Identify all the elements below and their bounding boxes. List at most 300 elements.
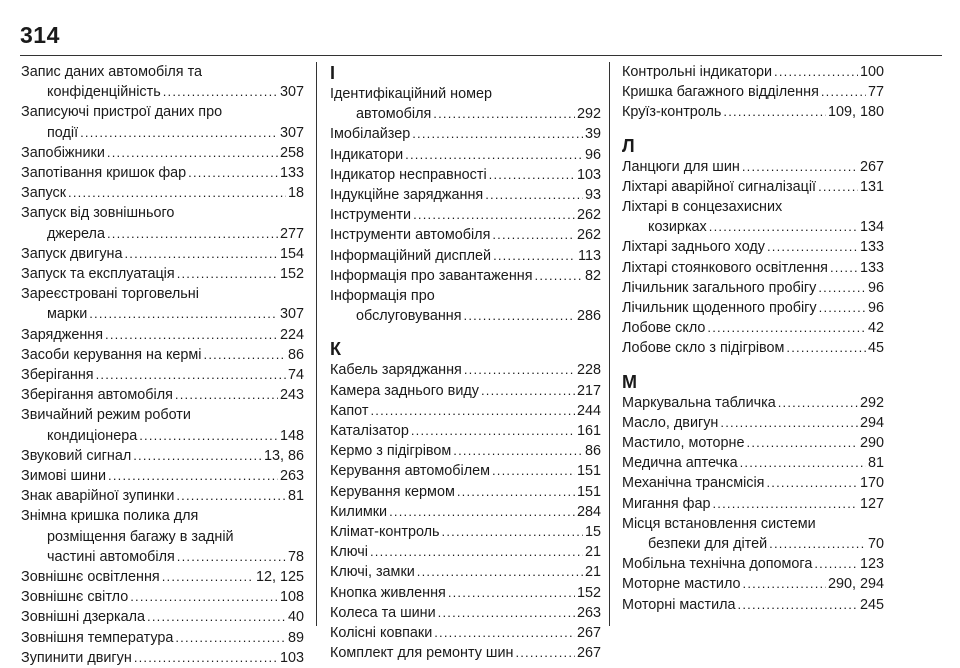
index-entry-line — [21, 486, 304, 506]
dot-leader — [814, 554, 858, 574]
index-entry — [21, 385, 304, 405]
dot-leader — [438, 603, 575, 623]
page-reference[interactable]: 70 — [867, 536, 884, 553]
page-reference[interactable]: 131 — [859, 178, 884, 195]
index-column-3 — [622, 62, 884, 615]
index-term: Мастило, моторне — [622, 435, 745, 452]
dot-leader — [818, 278, 866, 298]
index-term: Записуючі пристрої даних про — [21, 104, 223, 121]
index-term: Ключі, замки — [330, 564, 415, 581]
index-entry-line — [21, 183, 304, 203]
page-reference[interactable]: 45 — [867, 340, 884, 357]
index-term: Запис даних автомобіля та — [21, 64, 203, 80]
dot-leader — [720, 413, 858, 433]
page-reference[interactable]: 290 — [859, 435, 884, 452]
page-reference[interactable]: 286 — [576, 308, 601, 325]
dot-leader — [723, 102, 826, 122]
index-term: Механічна трансмісія — [622, 475, 765, 492]
index-term: Камера заднього виду — [330, 382, 479, 399]
page-reference[interactable]: 78 — [287, 548, 304, 565]
page-reference[interactable]: 123 — [859, 556, 884, 573]
index-entry-line — [622, 82, 884, 102]
page-reference[interactable]: 21 — [584, 544, 601, 561]
index-entry — [330, 246, 601, 266]
index-entry — [330, 286, 601, 326]
page-reference[interactable]: 292 — [859, 394, 884, 411]
index-term: Лобове скло — [622, 320, 706, 337]
index-entry-line — [622, 237, 884, 257]
index-entry-line — [21, 466, 304, 486]
index-entry — [21, 62, 304, 102]
page-reference[interactable]: 21 — [584, 564, 601, 581]
dot-leader — [492, 225, 575, 245]
page-reference[interactable]: 292 — [576, 106, 601, 123]
index-entry — [622, 473, 884, 493]
dot-leader — [778, 393, 858, 413]
dot-leader — [433, 104, 575, 124]
index-term: Зареєстровані торговельні — [21, 286, 199, 303]
index-entry-line — [21, 527, 304, 547]
index-entry — [21, 466, 304, 486]
index-entry — [330, 542, 601, 562]
index-entry-line — [21, 203, 304, 223]
page-reference[interactable]: 294 — [859, 414, 884, 431]
index-term: Масло, двигун — [622, 414, 719, 431]
dot-leader — [738, 595, 858, 615]
index-entry-line — [330, 583, 601, 603]
page-number: 314 — [20, 22, 60, 48]
page-reference[interactable]: 154 — [279, 245, 304, 262]
index-entry — [622, 278, 884, 298]
index-entry — [330, 502, 601, 522]
index-entry-line — [21, 264, 304, 284]
index-entry-line — [21, 284, 304, 304]
index-entry-line — [330, 124, 601, 144]
index-entry-line — [21, 426, 304, 446]
index-entry-line — [21, 244, 304, 264]
dot-leader — [133, 446, 262, 466]
page-reference[interactable]: 42 — [867, 320, 884, 337]
page-reference[interactable]: 77 — [867, 84, 884, 101]
dot-leader — [492, 461, 575, 481]
index-term: Інструменти — [330, 207, 412, 224]
dot-leader — [786, 338, 866, 358]
index-term: Круїз-контроль — [622, 104, 722, 121]
page-reference[interactable]: 15 — [584, 524, 601, 541]
index-entry — [330, 643, 601, 663]
index-entry-line — [21, 123, 304, 143]
index-term: Індикатор несправності — [330, 166, 487, 183]
index-entry — [21, 486, 304, 506]
index-column-2 — [330, 62, 601, 663]
index-entry — [330, 124, 601, 144]
index-entry — [622, 393, 884, 413]
page-reference[interactable]: 267 — [576, 645, 601, 662]
dot-leader — [774, 62, 858, 82]
index-entry — [330, 145, 601, 165]
dot-leader — [411, 421, 575, 441]
index-entry-line — [330, 542, 601, 562]
index-term: Запобіжники — [21, 144, 105, 161]
index-entry-line — [21, 628, 304, 648]
index-term: Лічильник щоденного пробігу — [622, 300, 817, 317]
index-term: Ключі — [330, 544, 368, 561]
index-term: Знімна кришка полика для — [21, 508, 199, 525]
index-term: Ланцюги для шин — [622, 158, 740, 175]
index-term: Зовнішнє світло — [21, 589, 129, 606]
index-term: Інформація про завантаження — [330, 267, 533, 284]
page-reference[interactable]: 245 — [859, 596, 884, 613]
index-entry-line — [622, 177, 884, 197]
index-term: марки — [47, 306, 88, 323]
dot-leader — [818, 177, 858, 197]
page-reference[interactable]: 108 — [279, 589, 304, 606]
page-reference[interactable]: 277 — [279, 225, 304, 242]
page-reference[interactable]: 152 — [279, 266, 304, 283]
index-entry-line — [330, 225, 601, 245]
index-entry — [21, 143, 304, 163]
index-entry-line — [622, 554, 884, 574]
index-section — [330, 360, 601, 663]
index-entry — [622, 554, 884, 574]
index-entry-line — [330, 401, 601, 421]
page-reference[interactable]: 86 — [287, 346, 304, 363]
index-term: Запуск — [21, 185, 67, 202]
index-term: Капот — [330, 402, 369, 419]
page-reference[interactable]: 93 — [584, 187, 601, 204]
index-entry-line — [330, 306, 601, 326]
page-reference[interactable]: 228 — [576, 362, 601, 379]
index-term: розміщення багажу в задній — [47, 528, 234, 545]
index-entry — [622, 157, 884, 177]
index-term: Зовнішнє освітлення — [21, 569, 160, 586]
dot-leader — [747, 433, 858, 453]
index-entry — [21, 628, 304, 648]
dot-leader — [80, 123, 278, 143]
page-reference[interactable]: 103 — [279, 649, 304, 666]
index-entry-line — [622, 62, 884, 82]
index-entry-line — [21, 102, 304, 122]
page-reference[interactable]: 133 — [859, 259, 884, 276]
index-term: Ліхтарі стоянкового освітлення — [622, 259, 828, 276]
index-term: Колісні ковпаки — [330, 625, 433, 642]
column-divider — [609, 62, 610, 626]
dot-leader — [464, 306, 575, 326]
index-entry-line — [21, 607, 304, 627]
index-entry-line — [21, 304, 304, 324]
column-divider — [316, 62, 317, 626]
dot-leader — [767, 237, 858, 257]
index-entry-line — [330, 482, 601, 502]
index-entry-line — [21, 385, 304, 405]
index-entry — [21, 405, 304, 445]
index-term: джерела — [47, 225, 105, 242]
page-reference[interactable]: 133 — [279, 165, 304, 182]
index-entry — [622, 413, 884, 433]
index-term: Зберігання — [21, 367, 94, 384]
index-term: Запуск від зовнішнього — [21, 205, 175, 222]
dot-leader — [370, 542, 583, 562]
index-entry-line — [622, 318, 884, 338]
page-reference[interactable]: 82 — [584, 267, 601, 284]
dot-leader — [742, 157, 858, 177]
dot-leader — [125, 244, 278, 264]
page-reference[interactable]: 12, 125 — [255, 569, 304, 586]
index-entry — [330, 603, 601, 623]
index-entry-line — [330, 104, 601, 124]
index-entry — [622, 237, 884, 257]
index-entry — [21, 506, 304, 567]
index-entry-line — [330, 205, 601, 225]
index-term: Ліхтарі заднього ходу — [622, 239, 765, 256]
page-reference[interactable]: 170 — [859, 475, 884, 492]
page-reference[interactable]: 224 — [279, 326, 304, 343]
page-reference[interactable]: 96 — [867, 300, 884, 317]
dot-leader — [442, 522, 583, 542]
dot-leader — [107, 224, 278, 244]
dot-leader — [139, 426, 278, 446]
index-entry-line — [330, 502, 601, 522]
index-term: Комплект для ремонту шин — [330, 645, 514, 662]
page-reference[interactable]: 89 — [287, 629, 304, 646]
index-term: обслуговування — [356, 308, 462, 325]
index-section — [622, 393, 884, 615]
page-reference[interactable]: 258 — [279, 144, 304, 161]
index-entry-line — [21, 325, 304, 345]
index-entry — [21, 446, 304, 466]
index-entry-line — [330, 360, 601, 380]
index-entry — [622, 453, 884, 473]
index-entry — [330, 165, 601, 185]
page-reference[interactable]: 81 — [867, 455, 884, 472]
dot-leader — [130, 587, 278, 607]
page-reference[interactable]: 290, 294 — [827, 576, 884, 593]
page-reference[interactable]: 217 — [576, 382, 601, 399]
index-entry — [330, 84, 601, 124]
index-entry — [21, 183, 304, 203]
dot-leader — [105, 325, 278, 345]
index-term: Лічильник загального пробігу — [622, 279, 817, 296]
dot-leader — [204, 345, 286, 365]
index-entry-line — [622, 574, 884, 594]
index-term: Керування автомобілем — [330, 463, 490, 480]
index-entry — [622, 595, 884, 615]
page-reference[interactable]: 307 — [279, 124, 304, 141]
index-term: Запотівання кришок фар — [21, 165, 187, 182]
dot-leader — [464, 360, 575, 380]
index-entry — [622, 433, 884, 453]
index-term: Лобове скло з підігрівом — [622, 340, 785, 357]
dot-leader — [389, 502, 575, 522]
dot-leader — [175, 628, 286, 648]
index-term: Знак аварійної зупинки — [21, 488, 175, 505]
page-reference[interactable]: 96 — [584, 146, 601, 163]
page-reference[interactable]: 152 — [576, 584, 601, 601]
index-entry — [21, 264, 304, 284]
index-entry-line — [21, 405, 304, 425]
dot-leader — [740, 453, 866, 473]
page-reference[interactable]: 244 — [576, 402, 601, 419]
page-reference[interactable]: 151 — [576, 463, 601, 480]
index-entry-line — [330, 562, 601, 582]
index-term: Запуск двигуна — [21, 245, 123, 262]
dot-leader — [434, 623, 575, 643]
index-entry — [330, 205, 601, 225]
page-reference[interactable]: 39 — [584, 126, 601, 143]
dot-leader — [163, 82, 278, 102]
index-term: козирках — [648, 219, 707, 236]
index-entry-line — [21, 506, 304, 526]
index-entry-line — [21, 224, 304, 244]
dot-leader — [412, 124, 583, 144]
index-entry — [622, 102, 884, 122]
dot-leader — [489, 165, 575, 185]
dot-leader — [457, 482, 575, 502]
page-reference[interactable]: 81 — [287, 488, 304, 505]
index-entry-line — [330, 286, 601, 306]
page-reference[interactable]: 13, 86 — [263, 447, 304, 464]
index-entry — [330, 266, 601, 286]
page-reference[interactable]: 74 — [287, 367, 304, 384]
index-entry-line — [21, 62, 304, 82]
dot-leader — [147, 607, 286, 627]
index-term: Зарядження — [21, 326, 104, 343]
index-entry — [21, 607, 304, 627]
dot-leader — [177, 264, 278, 284]
index-entry — [622, 514, 884, 554]
dot-leader — [766, 473, 858, 493]
index-term: Керування кермом — [330, 483, 455, 500]
index-entry — [622, 338, 884, 358]
index-entry-line — [21, 567, 304, 587]
index-term: Інформаційний дисплей — [330, 247, 492, 264]
dot-leader — [769, 534, 866, 554]
page-reference[interactable]: 267 — [859, 158, 884, 175]
header-rule — [20, 55, 942, 56]
page-reference[interactable]: 40 — [287, 609, 304, 626]
index-entry — [21, 325, 304, 345]
dot-leader — [515, 643, 575, 663]
index-entry-line — [21, 143, 304, 163]
page-reference[interactable]: 109, 180 — [827, 104, 884, 121]
page-reference[interactable]: 161 — [576, 423, 601, 440]
index-entry — [330, 360, 601, 380]
index-term: Медична аптечка — [622, 455, 738, 472]
page-reference[interactable]: 127 — [859, 495, 884, 512]
index-term: Мигання фар — [622, 495, 711, 512]
page-reference[interactable]: 307 — [279, 306, 304, 323]
page-reference[interactable]: 148 — [279, 427, 304, 444]
index-entry-line — [622, 157, 884, 177]
page-reference[interactable]: 113 — [578, 247, 601, 264]
index-entry — [330, 482, 601, 502]
page-reference[interactable]: 103 — [576, 166, 601, 183]
section-letter: М — [622, 371, 637, 392]
index-term: Маркувальна табличка — [622, 394, 776, 411]
index-entry — [330, 623, 601, 643]
dot-leader — [175, 385, 278, 405]
index-entry — [622, 298, 884, 318]
index-term: кондиціонера — [47, 427, 138, 444]
page-reference[interactable]: 86 — [584, 443, 601, 460]
index-term: автомобіля — [356, 106, 432, 123]
index-entry-line — [330, 165, 601, 185]
index-term: Клімат-контроль — [330, 524, 440, 541]
section-letter: І — [330, 63, 336, 83]
index-entry — [330, 401, 601, 421]
page-reference[interactable]: 307 — [279, 84, 304, 101]
index-term: Звуковий сигнал — [21, 447, 132, 464]
index-entry — [21, 648, 304, 668]
dot-leader — [413, 205, 575, 225]
index-entry-line — [622, 514, 884, 534]
index-term: Місця встановлення системи — [622, 515, 816, 532]
index-entry-line — [622, 534, 884, 554]
index-entry — [622, 258, 884, 278]
index-entry — [21, 567, 304, 587]
page-reference[interactable]: 96 — [867, 279, 884, 296]
page-reference[interactable]: 262 — [576, 207, 601, 224]
dot-leader — [709, 217, 858, 237]
dot-leader — [370, 401, 575, 421]
index-entry-line — [21, 345, 304, 365]
index-entry — [330, 583, 601, 603]
index-term: Кермо з підігрівом — [330, 443, 452, 460]
index-entry-line — [622, 494, 884, 514]
index-entry — [330, 225, 601, 245]
index-entry — [622, 494, 884, 514]
page-reference[interactable]: 133 — [859, 239, 884, 256]
index-entry — [330, 185, 601, 205]
index-entry — [21, 244, 304, 264]
page-reference[interactable]: 262 — [576, 227, 601, 244]
index-entry — [330, 441, 601, 461]
index-term: Зимові шини — [21, 468, 107, 485]
index-entry-line — [622, 595, 884, 615]
page-reference[interactable]: 267 — [576, 625, 601, 642]
dot-leader — [405, 145, 583, 165]
page-reference[interactable]: 100 — [859, 64, 884, 80]
dot-leader — [107, 143, 278, 163]
index-entry-line — [330, 441, 601, 461]
index-entry-line — [21, 547, 304, 567]
index-entry-line — [622, 102, 884, 122]
dot-leader — [68, 183, 286, 203]
index-term: Засоби керування на кермі — [21, 346, 202, 363]
index-term: Ідентифікаційний номер — [330, 86, 492, 102]
section-letter: Л — [622, 135, 635, 156]
index-term: Килимки — [330, 503, 388, 520]
page-reference[interactable]: 263 — [279, 468, 304, 485]
index-entry-line — [21, 446, 304, 466]
page-reference[interactable]: 263 — [576, 604, 601, 621]
index-term: Зберігання автомобіля — [21, 387, 173, 404]
page-reference[interactable]: 18 — [287, 185, 304, 202]
page-reference[interactable]: 134 — [859, 219, 884, 236]
index-entry-line — [622, 393, 884, 413]
dot-leader — [707, 318, 866, 338]
index-term: Звичайний режим роботи — [21, 407, 191, 424]
page-reference[interactable]: 243 — [279, 387, 304, 404]
index-entry-line — [622, 298, 884, 318]
index-entry-line — [330, 266, 601, 286]
index-section — [330, 84, 601, 326]
index-column-1 — [21, 62, 304, 668]
page-reference[interactable]: 284 — [576, 503, 601, 520]
index-term: Моторні мастила — [622, 596, 736, 613]
dot-leader — [448, 583, 575, 603]
page-reference[interactable]: 151 — [576, 483, 601, 500]
